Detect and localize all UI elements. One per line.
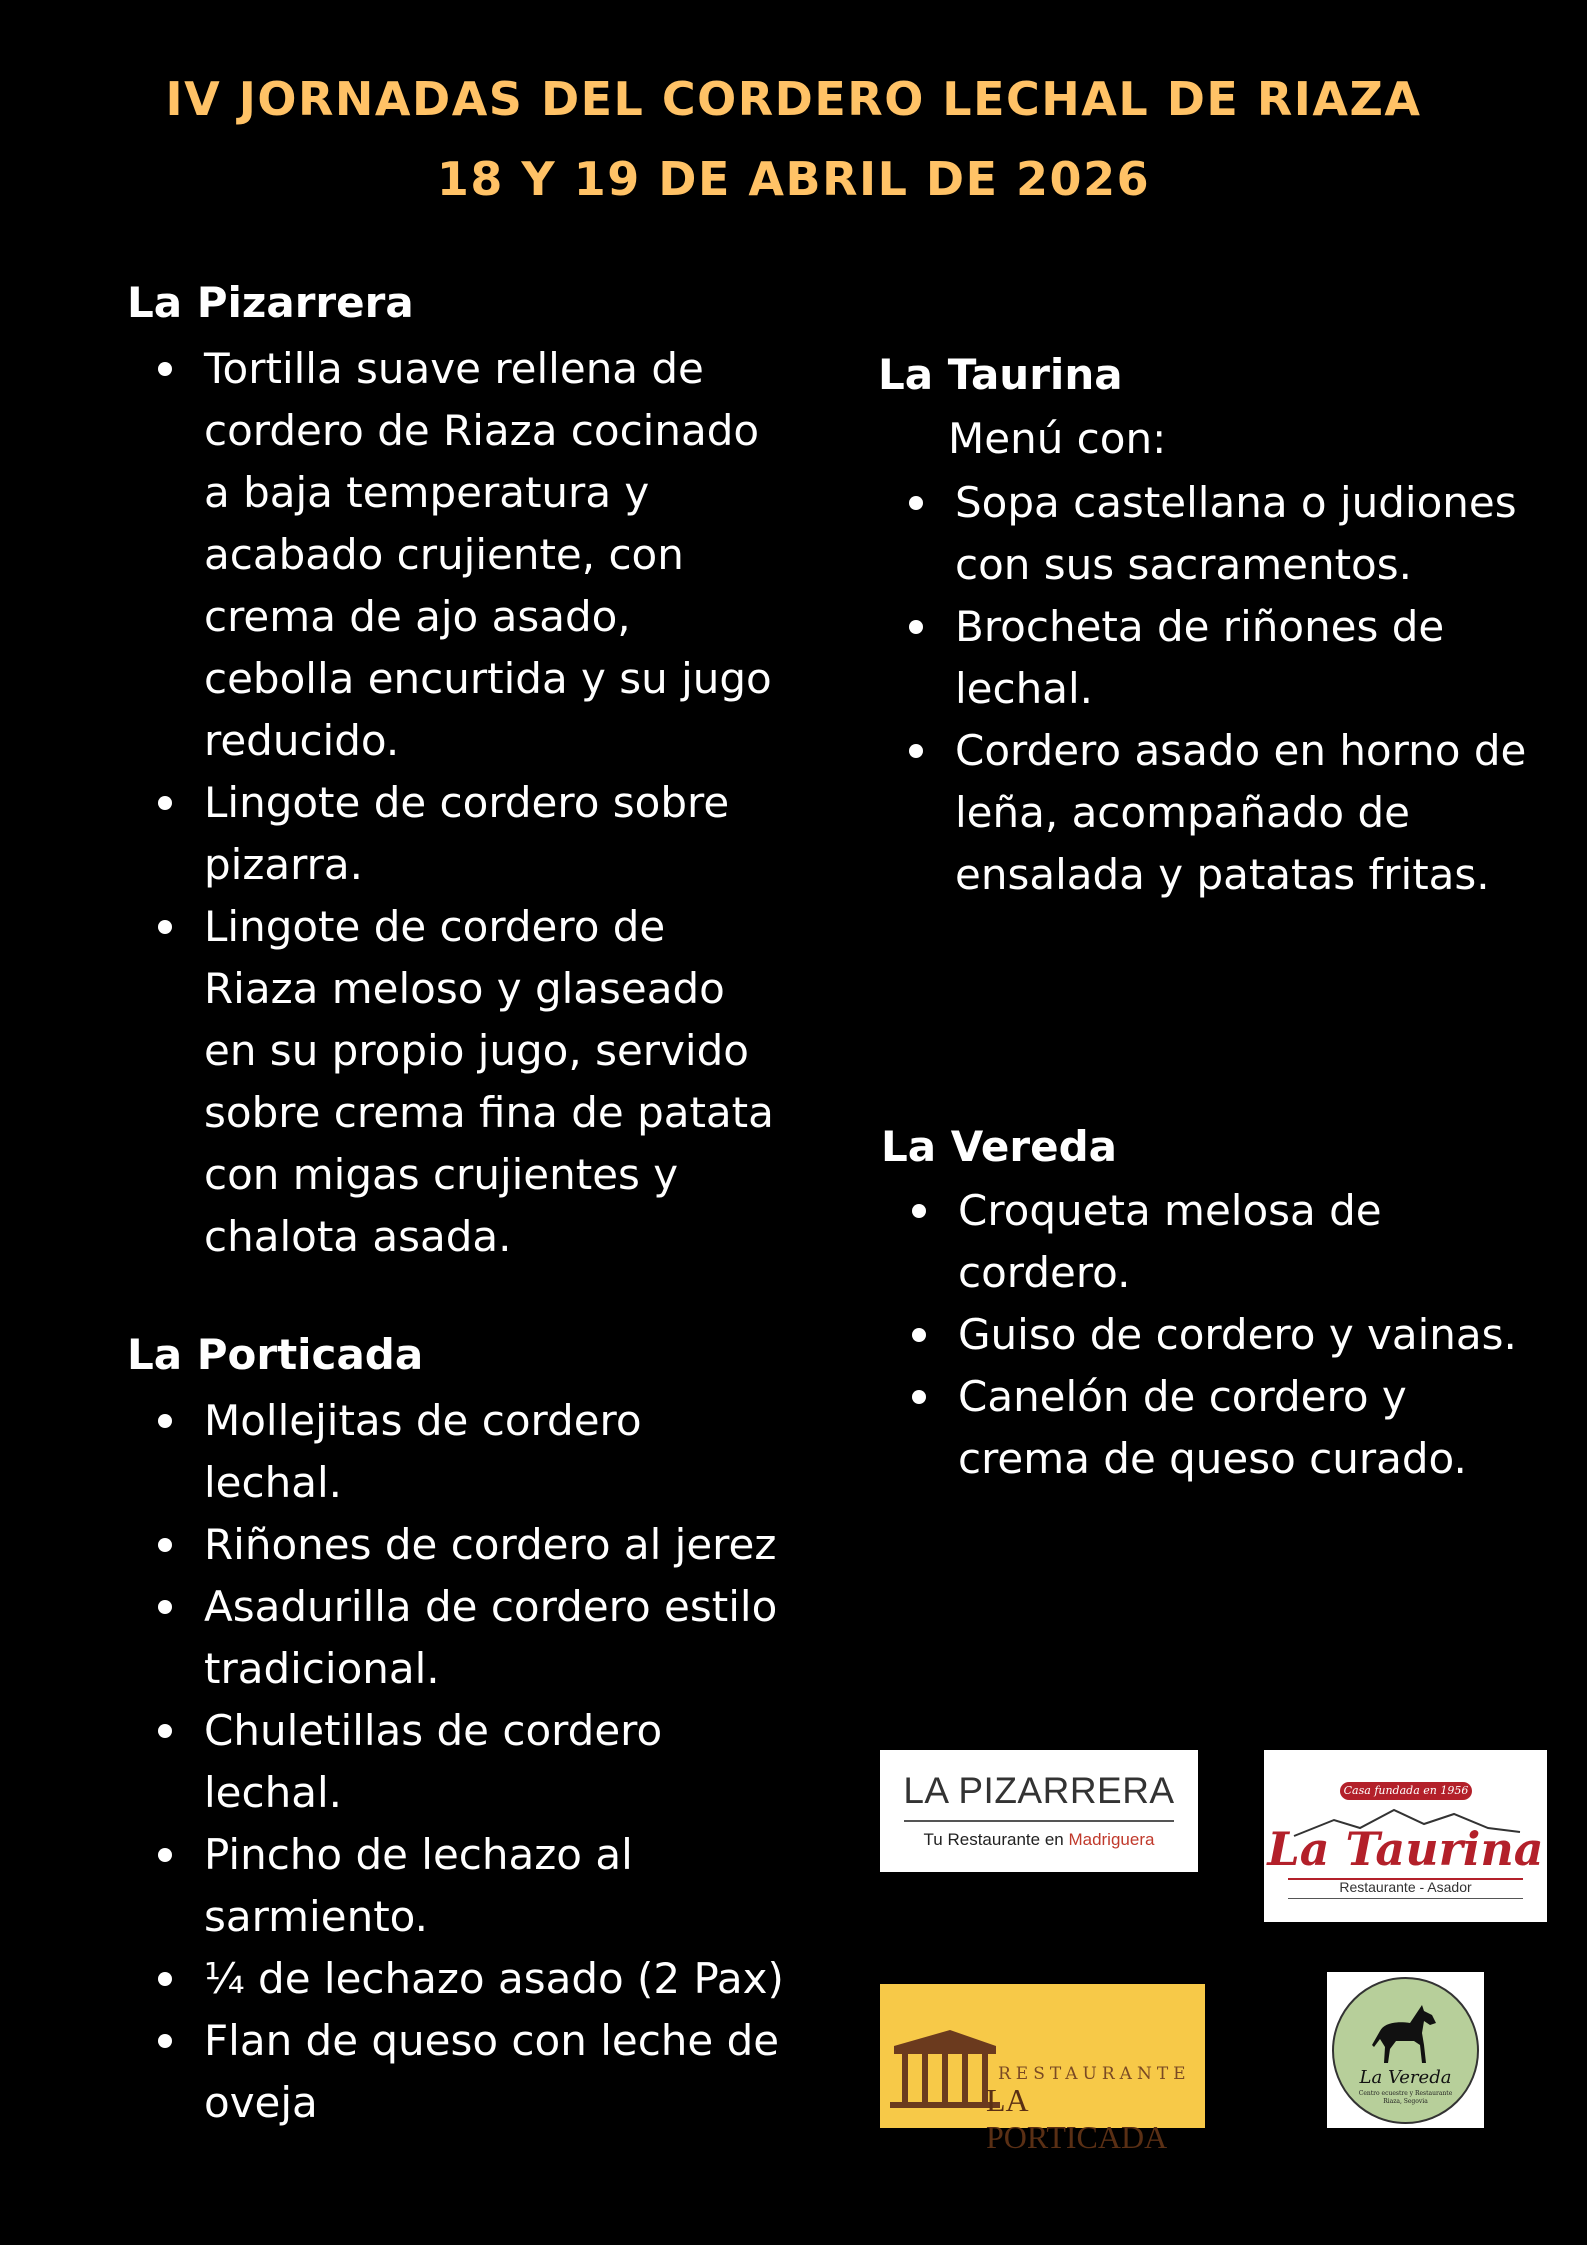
vereda-logo — [1327, 1972, 1484, 2128]
vereda-heading: La Vereda — [881, 1122, 1118, 1171]
list-item: Pincho de lechazo al sarmiento. — [128, 1824, 788, 1948]
porticada-heading: La Porticada — [127, 1330, 424, 1379]
porticada-logo-name: LA PORTICADA — [986, 2082, 1168, 2155]
list-item: Flan de queso con leche de oveja — [128, 2010, 788, 2134]
taurina-heading: La Taurina — [878, 350, 1123, 399]
taurina-menu-intro: Menú con: — [948, 414, 1167, 463]
porticada-menu-list — [128, 1390, 788, 2134]
vereda-logo-sub1: Centro ecuestre y Restaurante — [1358, 2090, 1453, 2097]
taurina-menu-list — [879, 472, 1529, 906]
vereda-logo-circle — [1332, 1977, 1479, 2124]
pizarrera-logo — [880, 1750, 1198, 1872]
taurina-logo-line2 — [1288, 1898, 1523, 1899]
taurina-since-badge: Casa fundada en 1956 — [1340, 1782, 1472, 1800]
taurina-logo — [1264, 1750, 1547, 1922]
list-item: Tortilla suave rellena de cordero de Riaza cocinado a baja temperatura y acabado crujiente, con crema de ajo asado, cebolla encurtida y su jugo reducido. — [128, 338, 788, 772]
pizarrera-tag-prefix: Tu Restaurante en — [923, 1830, 1069, 1849]
pizarrera-logo-tagline — [880, 1830, 1198, 1850]
horse-icon — [1366, 2001, 1446, 2071]
list-item: Chuletillas de cordero lechal. — [128, 1700, 788, 1824]
porch-icon — [890, 2024, 1000, 2114]
list-item: Mollejitas de cordero lechal. — [128, 1390, 788, 1514]
list-item: Lingote de cordero de Riaza meloso y glaseado en su propio jugo, servido sobre crema fina de patata con migas crujientes y chalota asada. — [128, 896, 788, 1268]
vereda-logo-name: La Vereda — [1359, 2067, 1452, 2088]
taurina-logo-name: La Taurina — [1267, 1822, 1544, 1876]
vereda-menu-list — [882, 1180, 1532, 1490]
list-item: Riñones de cordero al jerez — [128, 1514, 788, 1576]
list-item: Lingote de cordero sobre pizarra. — [128, 772, 788, 896]
list-item: Guiso de cordero y vainas. — [882, 1304, 1532, 1366]
event-title: IV JORNADAS DEL CORDERO LECHAL DE RIAZA — [165, 72, 1422, 126]
list-item: Canelón de cordero y crema de queso curado. — [882, 1366, 1532, 1490]
vereda-logo-sub2: Riaza, Segovia — [1383, 2098, 1428, 2105]
event-dates: 18 Y 19 DE ABRIL DE 2026 — [436, 152, 1151, 206]
pizarrera-heading: La Pizarrera — [127, 278, 414, 327]
porticada-logo-top: RESTAURANTE — [998, 2064, 1191, 2084]
list-item: Croqueta melosa de cordero. — [882, 1180, 1532, 1304]
taurina-logo-sub: Restaurante - Asador — [1339, 1879, 1472, 1895]
list-item: ¼ de lechazo asado (2 Pax) — [128, 1948, 788, 2010]
list-item: Asadurilla de cordero estilo tradicional. — [128, 1576, 788, 1700]
list-item: Cordero asado en horno de leña, acompañado de ensalada y patatas fritas. — [879, 720, 1529, 906]
list-item: Sopa castellana o judiones con sus sacramentos. — [879, 472, 1529, 596]
porticada-logo — [880, 1984, 1205, 2155]
pizarrera-logo-divider — [904, 1820, 1174, 1822]
pizarrera-tag-place: Madriguera — [1068, 1830, 1155, 1849]
pizarrera-menu-list — [128, 338, 788, 1268]
list-item: Brocheta de riñones de lechal. — [879, 596, 1529, 720]
pizarrera-logo-name: LA PIZARRERA — [903, 1770, 1175, 1811]
